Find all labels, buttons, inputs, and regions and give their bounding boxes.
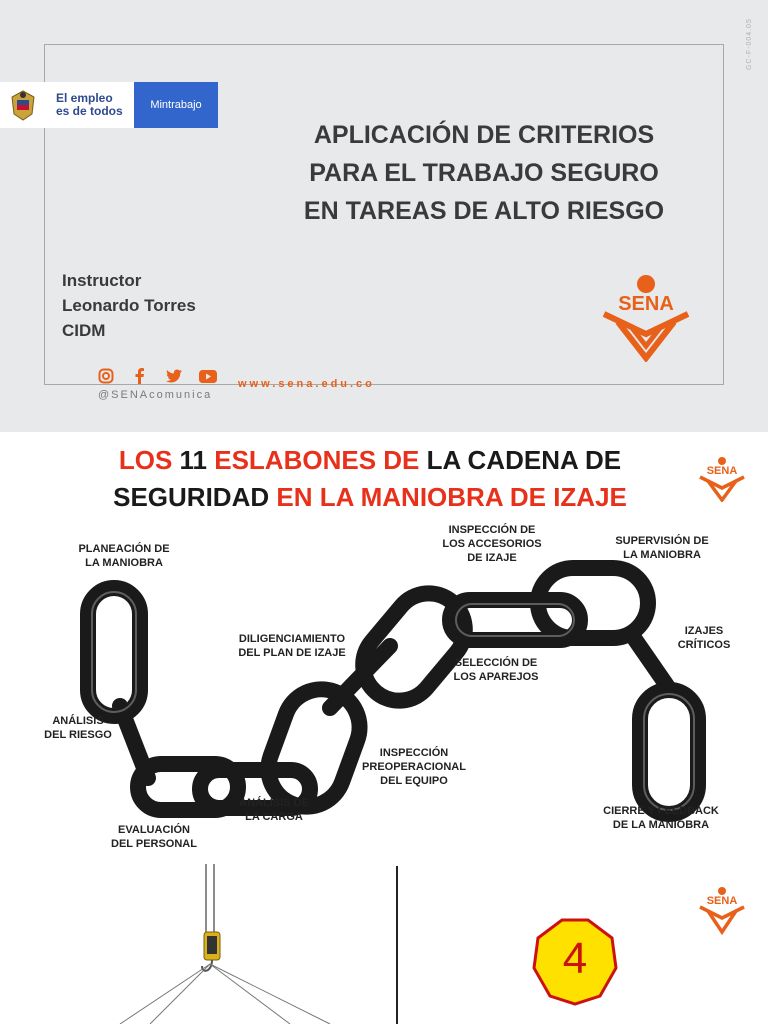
label-line: SUPERVISIÓN DE: [615, 535, 709, 547]
label-line: INSPECCIÓN DE: [448, 524, 536, 536]
ministry-label: Mintrabajo: [134, 82, 218, 128]
chain-slide-title: [40, 442, 700, 516]
sena-logo-text: SENA: [706, 895, 738, 907]
label-line: LA CARGA: [245, 811, 303, 823]
label-line: INSPECCIÓN: [379, 747, 449, 759]
title-part: ESLABONES DE: [214, 445, 427, 475]
label-inspeccion-equipo: [348, 746, 480, 788]
instructor-block: [62, 268, 196, 343]
title-part: EN LA MANIOBRA DE IZAJE: [276, 482, 627, 512]
label-line: DILIGENCIAMIENTO: [238, 633, 346, 645]
youtube-icon[interactable]: [198, 366, 218, 386]
title-part: 11: [179, 445, 215, 475]
facebook-icon[interactable]: [130, 366, 150, 386]
gov-slogan: [46, 82, 134, 128]
social-icons: [96, 366, 218, 386]
label-planeacion: [64, 542, 184, 570]
label-cierre: [586, 804, 736, 832]
label-line: EVALUACIÓN: [118, 824, 190, 836]
title-line-2: PARA EL TRABAJO SEGURO: [309, 159, 659, 187]
chain-slide: [0, 432, 768, 864]
badge-number: 4: [562, 934, 588, 983]
website-link[interactable]: www.sena.edu.co: [238, 378, 375, 390]
presentation-title: [262, 116, 706, 230]
twitter-icon[interactable]: [164, 366, 184, 386]
label-line: LOS ACCESORIOS: [442, 538, 542, 550]
title-line-1: APLICACIÓN DE CRITERIOS: [313, 121, 655, 149]
label-line: DEL RIESGO: [44, 729, 112, 741]
label-line: DEL EQUIPO: [380, 775, 448, 787]
label-line: LOS APAREJOS: [453, 671, 539, 683]
sena-logo-text: SENA: [618, 293, 674, 315]
sena-logo-small: [696, 886, 748, 936]
instructor-name: Leonardo Torres: [62, 296, 196, 315]
document-code: GC-F-004.05: [746, 18, 753, 70]
label-evaluacion: [94, 823, 214, 851]
sena-logo-text: SENA: [706, 465, 738, 477]
title-part: LOS: [118, 445, 180, 475]
label-line: CIERRE Y FEEDBACK: [603, 805, 719, 817]
label-line: LA MANIOBRA: [623, 549, 701, 561]
label-line: SELECCIÓN DE: [454, 657, 538, 669]
title-line-3: EN TAREAS DE ALTO RIESGO: [303, 197, 665, 225]
chain-link-11: [640, 690, 698, 814]
label-line: PLANEACIÓN DE: [78, 543, 170, 555]
label-line: CRÍTICOS: [677, 639, 731, 651]
label-izajes: [664, 624, 744, 652]
vertical-divider: [396, 866, 398, 1024]
crane-slide: [0, 864, 768, 1024]
instructor-center: CIDM: [62, 321, 106, 340]
label-supervision: [596, 534, 728, 562]
government-banner: [0, 82, 218, 128]
chain-link-1: [88, 588, 140, 716]
label-analisis-riesgo: [28, 714, 128, 742]
label-line: ANÁLISIS: [52, 715, 104, 727]
sena-logo: [598, 272, 694, 362]
title-line-2: [40, 479, 700, 516]
social-handle: @SENAcomunica: [98, 389, 213, 401]
title-slide: [0, 0, 768, 432]
label-line: LA MANIOBRA: [85, 557, 163, 569]
gov-slogan-line-1: El empleo: [56, 91, 113, 105]
label-line: DEL PERSONAL: [111, 838, 197, 850]
label-diligenciamiento: [222, 632, 362, 660]
label-inspeccion-accesorios: [432, 523, 552, 565]
colombia-crest-icon: [0, 82, 46, 128]
sena-logo-small: [696, 456, 748, 502]
crane-hook-illustration: [110, 864, 340, 1024]
label-seleccion: [436, 656, 556, 684]
instructor-role: Instructor: [62, 271, 142, 290]
label-analisis-carga: [226, 796, 322, 824]
label-line: ANÁLISIS DE: [239, 797, 309, 809]
label-line: DEL PLAN DE IZAJE: [238, 647, 346, 659]
label-line: DE IZAJE: [467, 552, 517, 564]
title-part: LA CADENA DE: [426, 445, 622, 475]
title-part: SEGURIDAD: [113, 482, 277, 512]
gov-slogan-line-2: es de todos: [56, 104, 123, 118]
label-line: PREOPERACIONAL: [362, 761, 466, 773]
instagram-icon[interactable]: [96, 366, 116, 386]
title-line-1: [40, 442, 700, 479]
label-line: DE LA MANIOBRA: [612, 819, 710, 831]
label-line: IZAJES: [684, 625, 724, 637]
